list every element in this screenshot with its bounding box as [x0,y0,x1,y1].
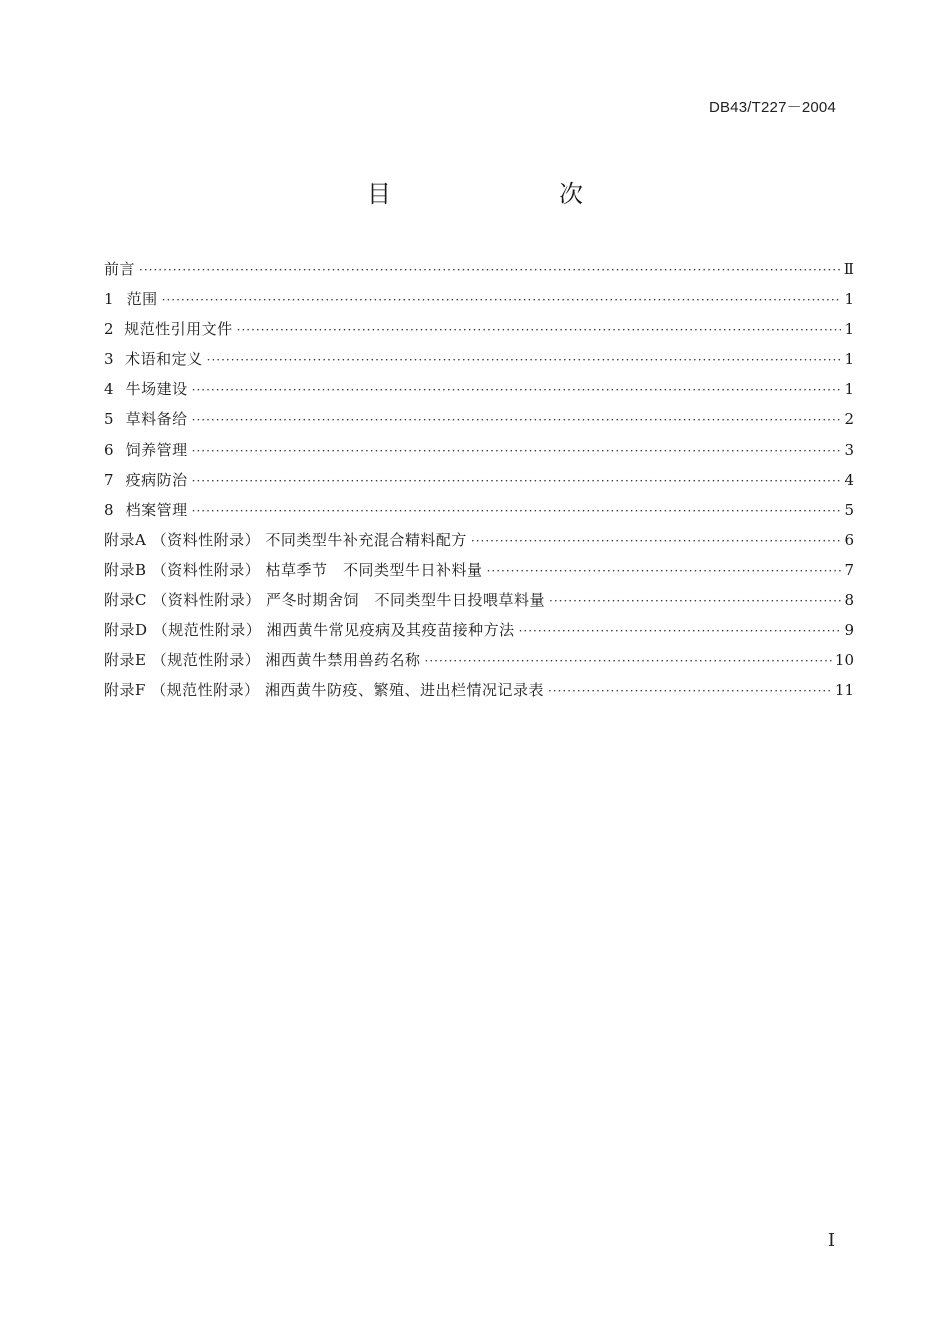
toc-entry-1[interactable] [104,284,854,314]
toc-entry-label: 附录B （资料性附录） 枯草季节 不同类型牛日补料量 [104,560,483,579]
title-text: 目 次 [367,180,655,208]
toc-entry-page: 9 [844,621,854,640]
toc-entry-preface[interactable] [104,254,854,284]
toc-entry-number: 2 [104,320,114,339]
toc-entry-appendix-f[interactable] [104,675,854,705]
toc-entry-label: 档案管理 [125,500,188,519]
toc-entry-label: 术语和定义 [125,350,203,369]
toc-entry-number: 1 [104,290,114,309]
toc-entry-number: 6 [104,440,114,459]
toc-entry-number: 4 [104,380,114,399]
toc-entry-label: 规范性引用文件 [124,320,233,339]
toc-leader-dots [549,586,841,616]
toc-entry-page: Ⅱ [843,260,854,278]
toc-entry-label: 附录C （资料性附录） 严冬时期舍饲 不同类型牛日投喂草料量 [104,591,546,610]
toc-entry-7[interactable] [104,465,854,495]
toc-entry-page: 6 [844,530,854,549]
toc-entry-label: 前言 [104,260,136,278]
toc-leader-dots [487,556,841,586]
toc-entry-page: 8 [844,591,854,610]
page-title [0,174,950,209]
toc-entry-number: 3 [104,350,114,369]
toc-entry-page: 1 [844,380,854,399]
toc-leader-dots [192,466,841,496]
toc-leader-dots [139,255,841,285]
toc-entry-label: 附录E （规范性附录） 湘西黄牛禁用兽药名称 [104,651,421,670]
toc-entry-label: 附录F （规范性附录） 湘西黄牛防疫、繁殖、进出栏情况记录表 [104,681,544,700]
toc-entry-page: 1 [844,320,854,339]
toc-leader-dots [237,315,841,345]
toc-entry-page: 1 [844,290,854,309]
toc-entry-number: 5 [104,410,114,429]
toc-entry-number: 7 [104,470,114,489]
standard-code: DB43/T227－2004 [708,99,836,116]
toc-entry-appendix-b[interactable] [104,555,854,585]
toc-leader-dots [192,375,841,405]
toc-leader-dots [207,345,841,375]
toc-entry-4[interactable] [104,374,854,404]
toc-entry-page: 3 [844,440,854,459]
toc-entry-6[interactable] [104,435,854,465]
toc-entry-appendix-d[interactable] [104,615,854,645]
toc-entry-page: 10 [834,651,854,670]
table-of-contents [104,254,854,705]
toc-entry-page: 2 [844,410,854,429]
toc-entry-appendix-e[interactable] [104,645,854,675]
toc-leader-dots [548,676,832,706]
toc-leader-dots [162,285,841,315]
toc-entry-appendix-a[interactable] [104,525,854,555]
toc-entry-label: 草料备给 [125,410,188,429]
toc-entry-appendix-c[interactable] [104,585,854,615]
toc-leader-dots [192,436,841,466]
toc-leader-dots [425,646,832,676]
toc-entry-label: 牛场建设 [125,380,188,399]
toc-entry-page: 11 [834,681,854,700]
toc-entry-page: 5 [844,500,854,519]
toc-leader-dots [519,616,841,646]
toc-entry-label: 附录A （资料性附录） 不同类型牛补充混合精料配方 [104,530,467,549]
toc-entry-page: 1 [844,350,854,369]
toc-leader-dots [471,526,841,556]
toc-entry-2[interactable] [104,314,854,344]
toc-entry-5[interactable] [104,404,854,434]
toc-entry-3[interactable] [104,344,854,374]
toc-entry-page: 4 [844,470,854,489]
toc-entry-page: 7 [844,560,854,579]
page-number: I [827,1230,835,1251]
toc-entry-label: 范围 [126,290,158,309]
toc-entry-label: 疫病防治 [125,470,188,489]
toc-entry-label: 附录D （规范性附录） 湘西黄牛常见疫病及其疫苗接种方法 [104,621,515,640]
toc-entry-label: 饲养管理 [125,440,188,459]
toc-leader-dots [192,496,841,526]
toc-entry-number: 8 [104,500,114,519]
toc-entry-8[interactable] [104,495,854,525]
toc-leader-dots [192,405,841,435]
